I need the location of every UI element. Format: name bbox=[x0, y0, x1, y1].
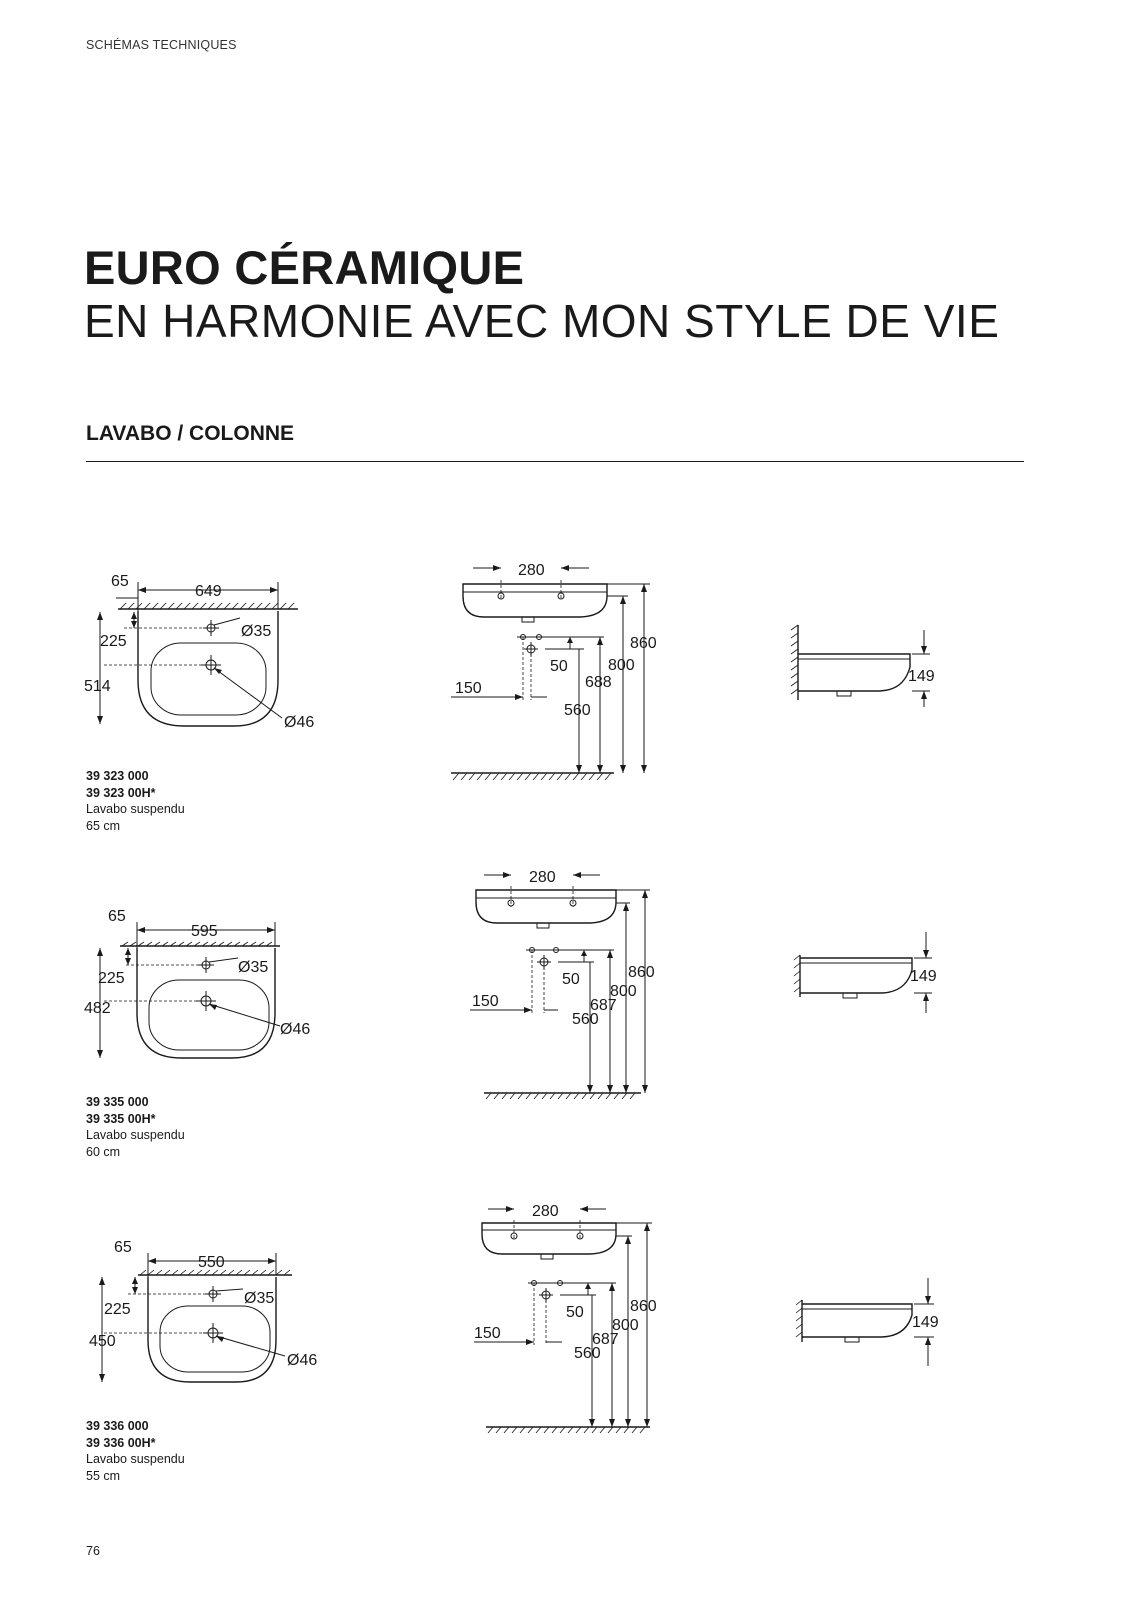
dim-h4: 560 bbox=[574, 1345, 601, 1362]
dim-hole-small: Ø35 bbox=[238, 959, 269, 976]
product-size: 60 cm bbox=[86, 1144, 121, 1159]
dim-h2: 800 bbox=[612, 1317, 639, 1334]
product-size: 55 cm bbox=[86, 1468, 121, 1483]
dim-depth: 514 bbox=[84, 678, 111, 695]
product-size: 65 cm bbox=[86, 818, 121, 833]
dim-h3: 688 bbox=[585, 674, 612, 691]
dim-hole-big: Ø46 bbox=[284, 714, 315, 731]
dim-hole-depth: 225 bbox=[104, 1301, 131, 1318]
page-title: EURO CÉRAMIQUE bbox=[84, 241, 525, 294]
dim-hole-small: Ø35 bbox=[244, 1290, 275, 1307]
dim-hole-big: Ø46 bbox=[287, 1352, 318, 1369]
dim-h2: 800 bbox=[610, 983, 637, 1000]
dim-spacing: 280 bbox=[532, 1203, 559, 1220]
product-type: Lavabo suspendu bbox=[86, 1128, 185, 1142]
dim-h1: 860 bbox=[630, 635, 657, 652]
product-ref-alt: 39 336 00H* bbox=[86, 1435, 156, 1450]
dim-spacing: 280 bbox=[518, 562, 545, 579]
dim-h1: 860 bbox=[628, 964, 655, 981]
product-ref: 39 336 000 bbox=[86, 1419, 149, 1433]
dim-h4: 560 bbox=[564, 702, 591, 719]
dim-wall: 65 bbox=[108, 908, 126, 925]
dim-h1: 860 bbox=[630, 1298, 657, 1315]
product-ref-alt: 39 335 00H* bbox=[86, 1111, 156, 1126]
dim-hole-big: Ø46 bbox=[280, 1021, 311, 1038]
dim-depth: 482 bbox=[84, 1000, 111, 1017]
dim-offset: 150 bbox=[474, 1325, 501, 1342]
dim-hole-depth: 225 bbox=[98, 970, 125, 987]
page-subtitle: EN HARMONIE AVEC MON STYLE DE VIE bbox=[84, 295, 1000, 347]
dim-h2: 800 bbox=[608, 657, 635, 674]
dim-gap: 50 bbox=[550, 658, 568, 675]
dim-offset: 150 bbox=[472, 993, 499, 1010]
dim-h3: 687 bbox=[590, 997, 617, 1014]
dim-gap: 50 bbox=[566, 1304, 584, 1321]
dim-hole-depth: 225 bbox=[100, 633, 127, 650]
dim-spacing: 280 bbox=[529, 869, 556, 886]
product-type: Lavabo suspendu bbox=[86, 802, 185, 816]
product-ref-alt: 39 323 00H* bbox=[86, 785, 156, 800]
dim-width: 595 bbox=[191, 923, 218, 940]
dim-side-height: 149 bbox=[910, 968, 937, 985]
dim-h4: 560 bbox=[572, 1011, 599, 1028]
product-info-3 bbox=[86, 1418, 185, 1484]
dim-width: 649 bbox=[195, 583, 222, 600]
dim-offset: 150 bbox=[455, 680, 482, 697]
dim-side-height: 149 bbox=[908, 668, 935, 685]
section-title: LAVABO / COLONNE bbox=[86, 422, 295, 445]
running-header: SCHÉMAS TECHNIQUES bbox=[86, 38, 237, 52]
dim-side-height: 149 bbox=[912, 1314, 939, 1331]
product-ref: 39 335 000 bbox=[86, 1095, 149, 1109]
dim-wall: 65 bbox=[114, 1239, 132, 1256]
dim-wall: 65 bbox=[111, 573, 129, 590]
dim-depth: 450 bbox=[89, 1333, 116, 1350]
page-number: 76 bbox=[86, 1544, 100, 1558]
product-type: Lavabo suspendu bbox=[86, 1452, 185, 1466]
dim-hole-small: Ø35 bbox=[241, 623, 272, 640]
dim-width: 550 bbox=[198, 1254, 225, 1271]
dim-h3: 687 bbox=[592, 1331, 619, 1348]
dim-gap: 50 bbox=[562, 971, 580, 988]
product-ref: 39 323 000 bbox=[86, 769, 149, 783]
